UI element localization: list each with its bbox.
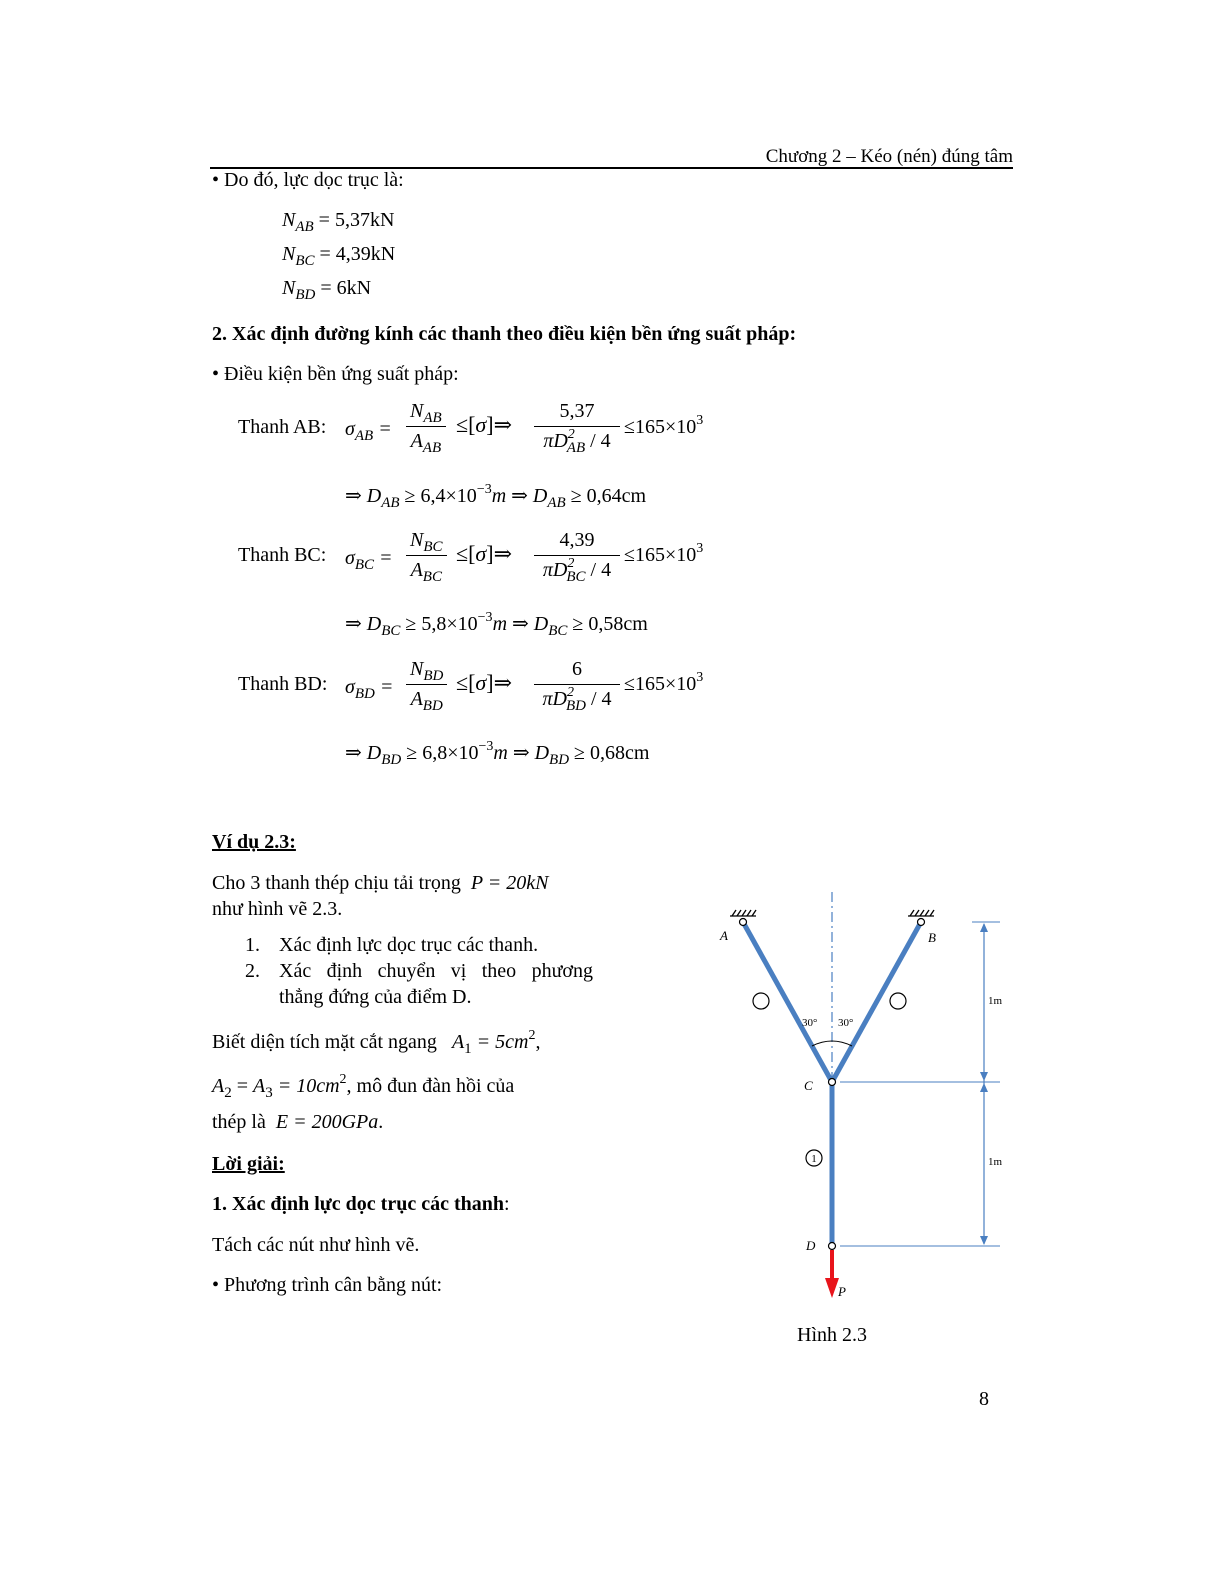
equilibrium-bullet: • Phương trình cân bằng nút:: [212, 1274, 443, 1296]
bar-ab-result: ⇒ $D_{AB} \ge 6,4\times 10^{-3}m$ ⇒ $D_{AB} \ge 0,64cm$: [345, 482, 647, 511]
step1-text: Tách các nút như hình vẽ.: [212, 1234, 420, 1256]
bar-number-label: 1: [811, 1153, 817, 1165]
label-p: P: [838, 1284, 846, 1299]
chapter-header: Chương 2 – Kéo (nén) đúng tâm: [765, 146, 1013, 167]
bar-bd-stress-fraction: $N_{BD}$ $A_{BD}$: [406, 658, 447, 711]
bar-bc-allow: ≤[σ]⇒: [456, 541, 513, 566]
bar-bc-diameter-fraction: 4,39 $\pi D^2_{BC} / 4$: [534, 529, 620, 582]
label-d: D: [806, 1238, 816, 1253]
given-modulus: thép là E = 200GPa.: [212, 1111, 384, 1133]
figure-caption: Hình 2.3: [797, 1324, 867, 1346]
bar-ab-allow: ≤[σ]⇒: [456, 412, 513, 437]
support-b-icon: [908, 910, 934, 916]
dim-arrow-2: [980, 1072, 988, 1081]
section2-title: 2. Xác định đường kính các thanh theo điều kiện bền ứng suất pháp:: [212, 323, 797, 345]
task-2-number: 2.: [245, 960, 260, 982]
bar-bc-sigma: $\sigma_{BC}$ =: [345, 547, 393, 573]
joint-b: [918, 919, 925, 926]
bar-bc-stress-fraction: $N_{BC}$ $A_{BC}$: [406, 529, 447, 582]
solution-title: Lời giải:: [212, 1153, 285, 1175]
force-bd: $N_{BD} = 6kN$: [282, 277, 372, 303]
example-title: Ví dụ 2.3:: [212, 831, 296, 853]
figure-truss: [700, 880, 1020, 1310]
given-area-23: $A_2 = A_3 = 10cm^2$, mô đun đàn hồi của: [212, 1072, 515, 1101]
bar-ab-sigma: $\sigma_{AB}$ =: [345, 418, 392, 444]
support-a-icon: [730, 910, 756, 916]
dim-top-label: 1m: [988, 995, 1003, 1007]
step1-title: 1. Xác định lực dọc trục các thanh:: [212, 1193, 510, 1215]
bar-bd-label: Thanh BD:: [238, 673, 328, 695]
joint-a: [740, 919, 747, 926]
dim-arrow-1: [980, 923, 988, 932]
bar-ac: [743, 922, 832, 1082]
bar-marker-ac: [753, 993, 769, 1009]
bar-bd-limit: $\le 165\times 10^3$: [624, 670, 704, 695]
force-bc: $N_{BC} = 4,39kN$: [282, 243, 396, 269]
joint-c: [829, 1079, 836, 1086]
label-a: A: [720, 928, 728, 943]
page-number: 8: [979, 1388, 989, 1410]
bar-bc-label: Thanh BC:: [238, 544, 327, 566]
task-2-text-cont: thẳng đứng của điểm D.: [279, 986, 472, 1008]
label-b: B: [928, 930, 936, 945]
dim-bottom-label: 1m: [988, 1156, 1003, 1168]
bar-marker-bc: [890, 993, 906, 1009]
bar-ab-limit: $\le 165\times 10^3$: [624, 413, 704, 438]
bar-bc-limit: $\le 165\times 10^3$: [624, 541, 704, 566]
task-1-text: Xác định lực dọc trục các thanh.: [279, 934, 539, 956]
angle-left-label: 30°: [802, 1017, 818, 1029]
example-line2: như hình vẽ 2.3.: [212, 898, 343, 920]
bar-ab-label: Thanh AB:: [238, 416, 327, 438]
angle-right-label: 30°: [838, 1017, 854, 1029]
bar-ab-stress-fraction: $N_{AB}$ $A_{AB}$: [406, 400, 446, 453]
force-ab: $N_{AB} = 5,37kN$: [282, 209, 395, 235]
bar-bd-sigma: $\sigma_{BD}$ =: [345, 676, 394, 702]
bar-bd-allow: ≤[σ]⇒: [456, 670, 513, 695]
task-1-number: 1.: [245, 934, 260, 956]
label-c: C: [804, 1078, 813, 1093]
example-line1: Cho 3 thanh thép chịu tải trọng P = 20kN: [212, 872, 549, 894]
dim-arrow-3: [980, 1083, 988, 1092]
section2-bullet: • Điều kiện bền ứng suất pháp:: [212, 363, 459, 385]
dim-arrow-4: [980, 1236, 988, 1245]
intro-bullet: • Do đó, lực dọc trục là:: [212, 169, 404, 191]
load-arrow-icon: [825, 1278, 839, 1298]
bar-bc: [832, 922, 921, 1082]
joint-d: [829, 1243, 836, 1250]
task-2-text: Xác định chuyển vị theo phương: [279, 960, 593, 982]
bar-bd-result: ⇒ $D_{BD} \ge 6,8\times 10^{-3}m$ ⇒ $D_{BD} \ge 0,68cm$: [345, 739, 650, 768]
bar-ab-diameter-fraction: 5,37 $\pi D^2_{AB} / 4$: [534, 400, 620, 453]
bar-bc-result: ⇒ $D_{BC} \ge 5,8\times 10^{-3}m$ ⇒ $D_{BC} \ge 0,58cm$: [345, 610, 648, 639]
bar-bd-diameter-fraction: 6 $\pi D^2_{BD} / 4$: [534, 658, 620, 711]
given-area-1: Biết diện tích mặt cắt ngang $A_1 = 5cm^2$,: [212, 1028, 541, 1057]
